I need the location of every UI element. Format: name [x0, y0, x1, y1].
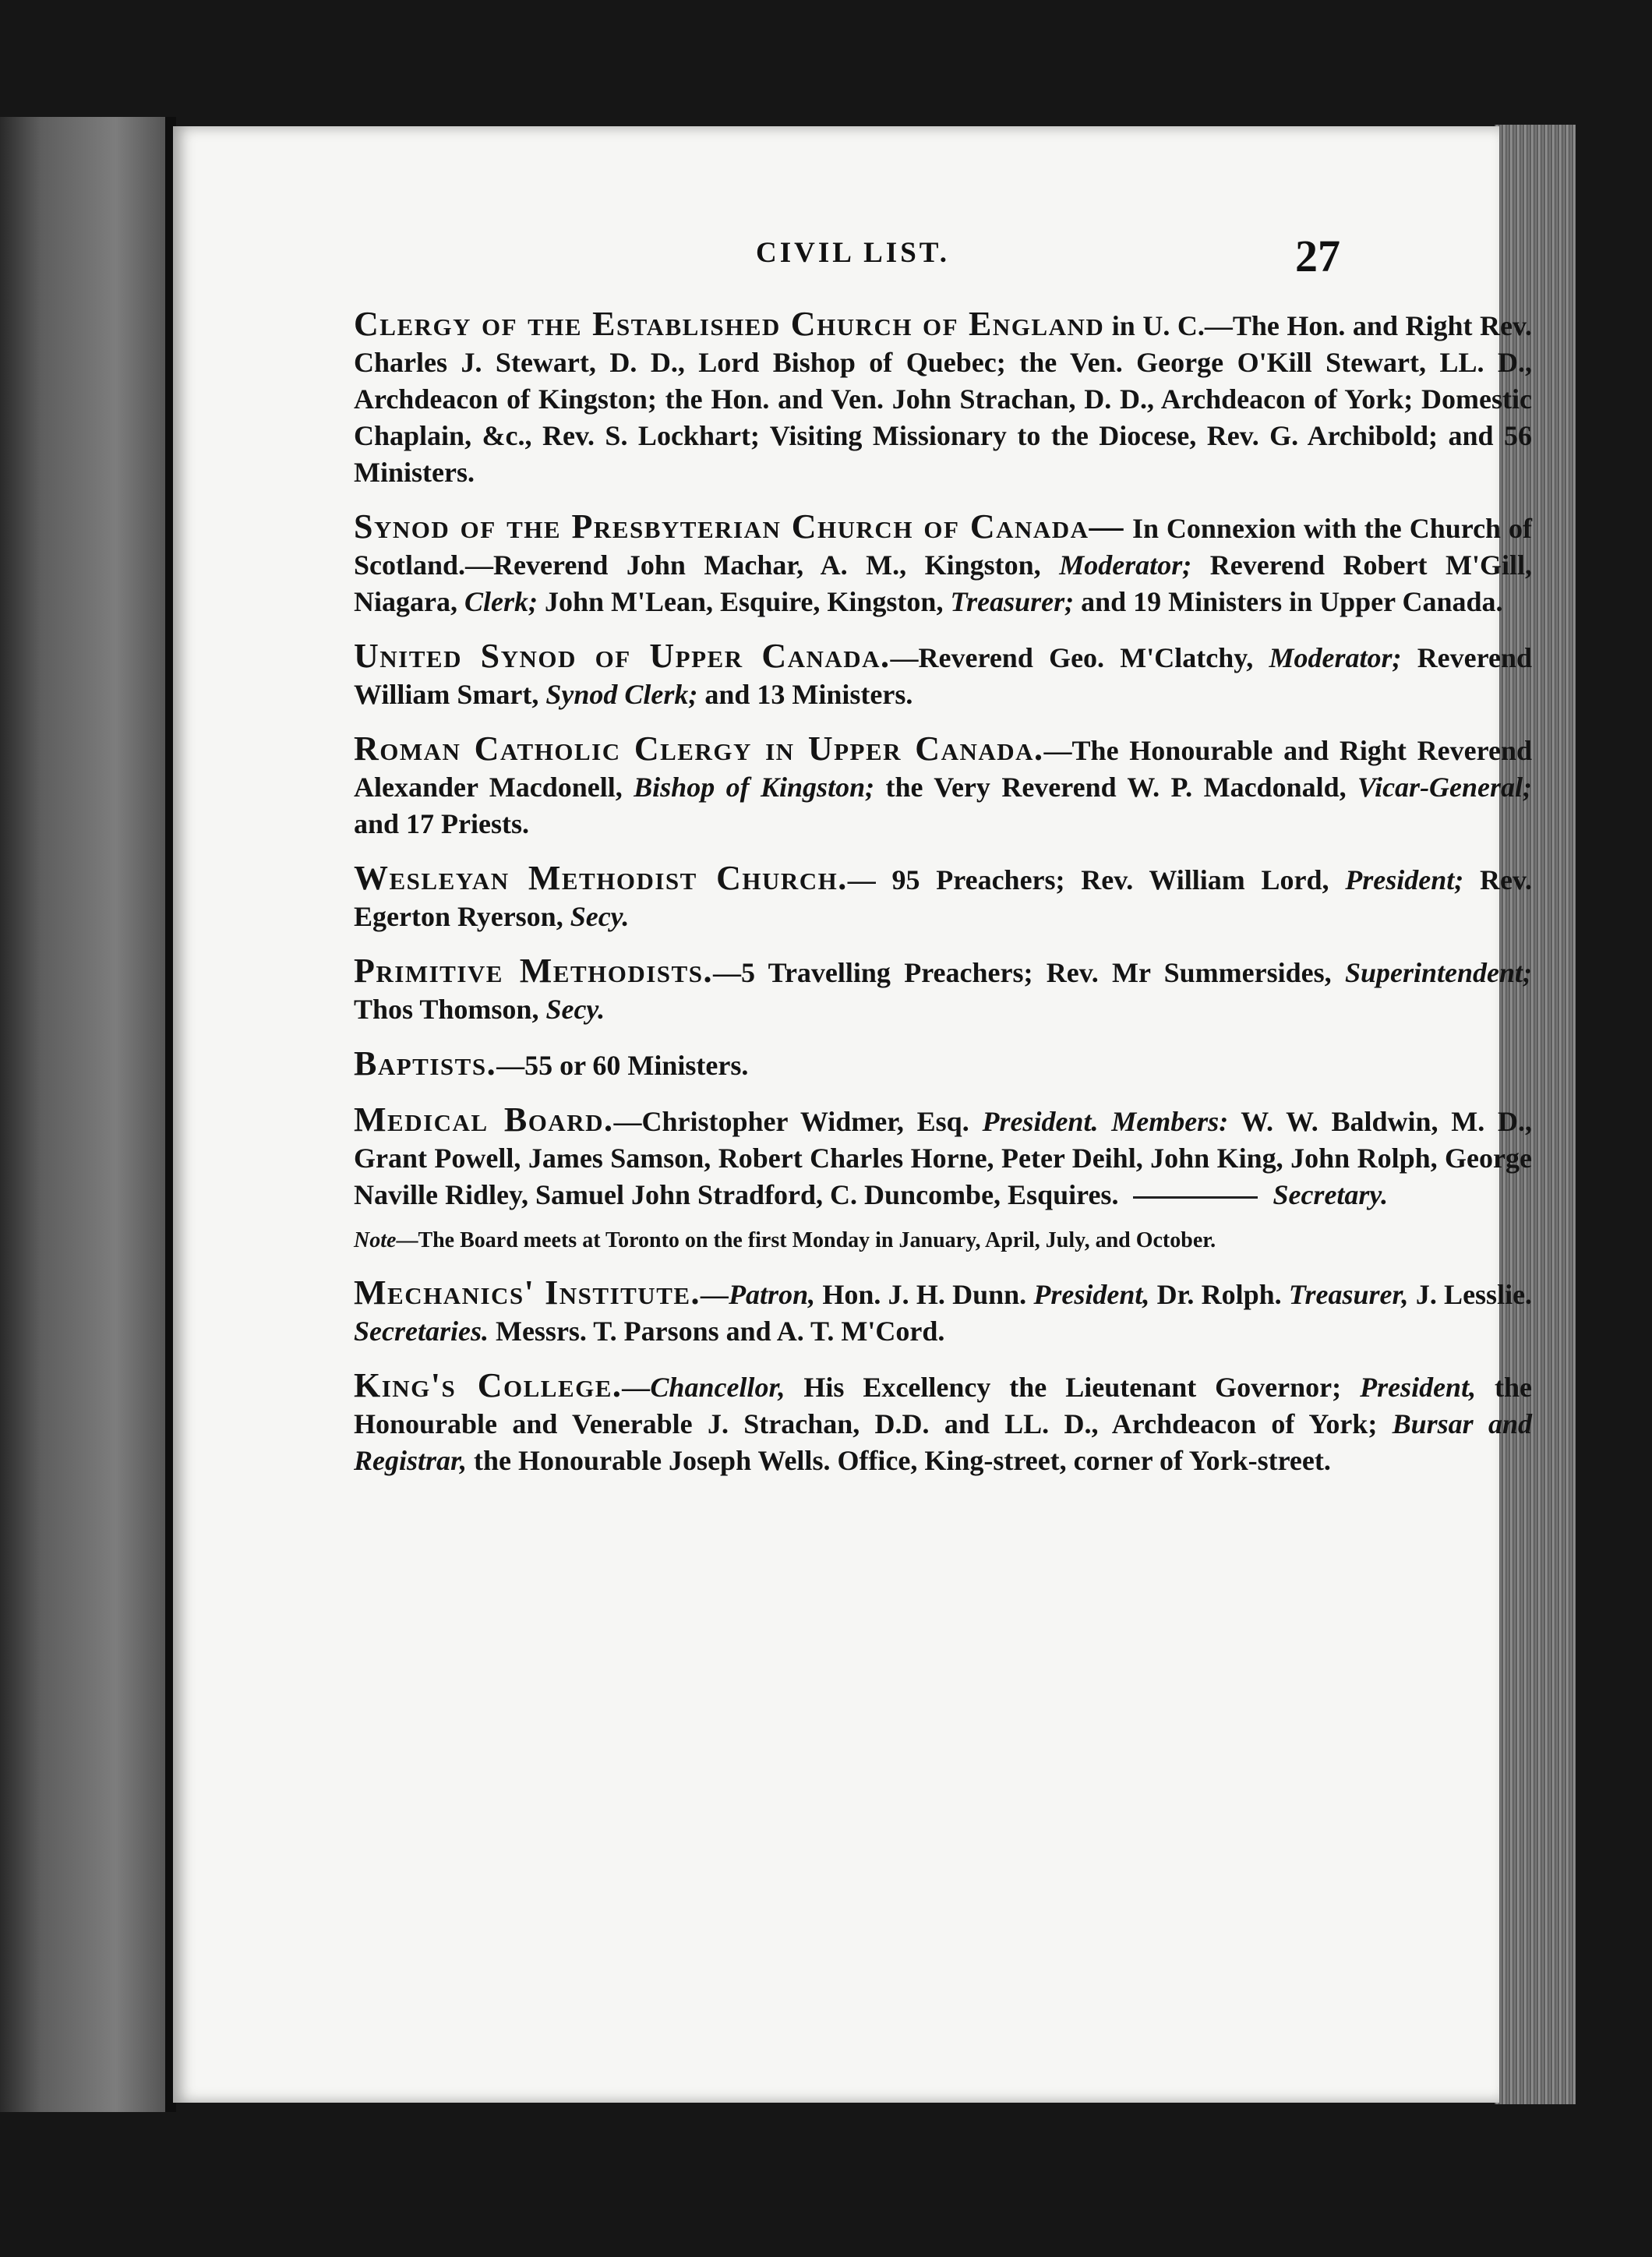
entry-text: W. W. Baldwin, M. D., Grant Powell, James Samson, Robert Charles Horne, Peter Deihl, John King, John Rolph, George Naville Ridley, Samuel John Stradford, C. Duncombe, Esquires.	[354, 1106, 1533, 1210]
entry-heading: Primitive Methodists.	[354, 952, 713, 990]
entry-heading: Wesleyan Methodist Church.	[354, 859, 848, 897]
running-head	[173, 230, 1499, 284]
entry-text: J. Lesslie.	[1415, 1279, 1533, 1310]
entry-kings-college	[354, 1367, 1532, 1479]
entry-office: Secretary.	[1273, 1179, 1389, 1210]
entry-heading: Medical Board.	[354, 1100, 614, 1139]
entry-text: the Very Reverend W. P. Macdonald,	[885, 772, 1347, 803]
civil-list-entries	[354, 306, 1532, 1496]
entry-text: John M'Lean, Esquire, Kingston,	[544, 586, 944, 617]
entry-office: Superintendent;	[1344, 957, 1532, 988]
medical-board-note	[354, 1226, 1532, 1256]
entry-text: and 17 Priests.	[354, 808, 529, 839]
entry-text: and 13 Ministers.	[704, 679, 913, 710]
entry-church-of-england	[354, 306, 1532, 491]
entry-office: —Patron,	[701, 1279, 816, 1310]
entry-office: President.	[982, 1106, 1099, 1137]
entry-medical-board	[354, 1101, 1532, 1213]
entry-heading: Synod of the Presbyterian Church of Canada—	[354, 507, 1125, 546]
blank-rule	[1133, 1196, 1258, 1199]
entry-office: President;	[1345, 864, 1464, 895]
entry-heading: Clergy of the Established Church of England	[354, 305, 1105, 343]
entry-office: Moderator;	[1059, 549, 1192, 581]
entry-office: Bishop of Kingston;	[634, 772, 875, 803]
entry-text: —Christopher Widmer, Esq.	[613, 1106, 969, 1137]
entry-office: —Chancellor,	[622, 1372, 785, 1403]
entry-text: —Reverend Geo. M'Clatchy,	[890, 642, 1254, 673]
entry-office: Members:	[1111, 1106, 1229, 1137]
entry-text: Thos Thomson,	[354, 994, 539, 1025]
facing-page-edge	[0, 117, 165, 2112]
entry-primitive-methodists	[354, 952, 1532, 1028]
entry-heading: Baptists.	[354, 1044, 497, 1083]
entry-wesleyan-methodist	[354, 860, 1532, 935]
book-page	[173, 126, 1533, 2103]
entry-text: Reverend Robert M'Gill, Niagara,	[354, 549, 1533, 617]
entry-text: —The Honourable and Right Reverend Alexander Macdonell,	[354, 735, 1532, 803]
entry-office: Synod Clerk;	[545, 679, 698, 710]
entry-text: in U. C.—The Hon. and Right Rev. Charles J. Stewart, D. D., Lord Bishop of Quebec; the Ven. George O'Kill Stewart, LL. D., Archdeacon of Kingston; the Hon. and Ven. John Strachan, D. D., Archdeacon of York; Domestic Chaplain, &c., Rev. S. Lockhart; Visiting Missionary to the Diocese, Rev. G. Archibold; and 56 Ministers.	[354, 310, 1533, 488]
running-title: CIVIL LIST.	[756, 237, 950, 269]
entry-text: His Excellency the Lieutenant Governor;	[803, 1372, 1342, 1403]
entry-heading: Roman Catholic Clergy in Upper Canada.	[354, 729, 1044, 768]
entry-text: Rev. Egerton Ryerson,	[354, 864, 1533, 932]
entry-office: Treasurer;	[950, 586, 1075, 617]
entry-text: Dr. Rolph.	[1156, 1279, 1282, 1310]
entry-text: and 19 Ministers in Upper Canada.	[1081, 586, 1503, 617]
entry-office: Bursar and Registrar,	[354, 1408, 1532, 1476]
entry-text: —5 Travelling Preachers; Rev. Mr Summersides,	[712, 957, 1332, 988]
entry-text: Hon. J. H. Dunn.	[822, 1279, 1027, 1310]
entry-united-synod	[354, 638, 1532, 713]
entry-text: — 95 Preachers; Rev. William Lord,	[847, 864, 1329, 895]
entry-presbyterian-synod	[354, 508, 1532, 620]
entry-text: Messrs. T. Parsons and A. T. M'Cord.	[495, 1316, 945, 1347]
entry-text: In Connexion with the Church of Scotland.—Reverend John Machar, A. M., Kingston,	[354, 513, 1532, 581]
entry-heading: King's College.	[354, 1366, 623, 1404]
note-label: Note	[354, 1228, 397, 1252]
entry-text: —55 or 60 Ministers.	[496, 1050, 749, 1081]
entry-office: Treasurer,	[1288, 1279, 1409, 1310]
entry-office: Secretaries.	[354, 1316, 489, 1347]
page-number: 27	[1295, 231, 1340, 281]
entry-office: Secy.	[570, 901, 630, 932]
entry-office: President,	[1360, 1372, 1477, 1403]
entry-roman-catholic-clergy	[354, 730, 1532, 842]
entry-office: President,	[1033, 1279, 1150, 1310]
entry-text: the Honourable and Venerable J. Strachan, D.D. and LL. D., Archdeacon of York;	[354, 1372, 1533, 1439]
entry-heading: United Synod of Upper Canada.	[354, 637, 891, 675]
entry-office: Moderator;	[1269, 642, 1402, 673]
entry-office: Clerk;	[464, 586, 538, 617]
note-text: —The Board meets at Toronto on the first Monday in January, April, July, and October.	[396, 1228, 1216, 1252]
entry-office: Vicar-General;	[1357, 772, 1533, 803]
entry-mechanics-institute	[354, 1274, 1532, 1350]
entry-baptists	[354, 1045, 1532, 1084]
entry-office: Secy.	[545, 994, 605, 1025]
entry-text: the Honourable Joseph Wells. Office, King-street, corner of York-street.	[474, 1445, 1331, 1476]
entry-text: Reverend William Smart,	[354, 642, 1532, 710]
entry-heading: Mechanics' Institute.	[354, 1273, 701, 1312]
